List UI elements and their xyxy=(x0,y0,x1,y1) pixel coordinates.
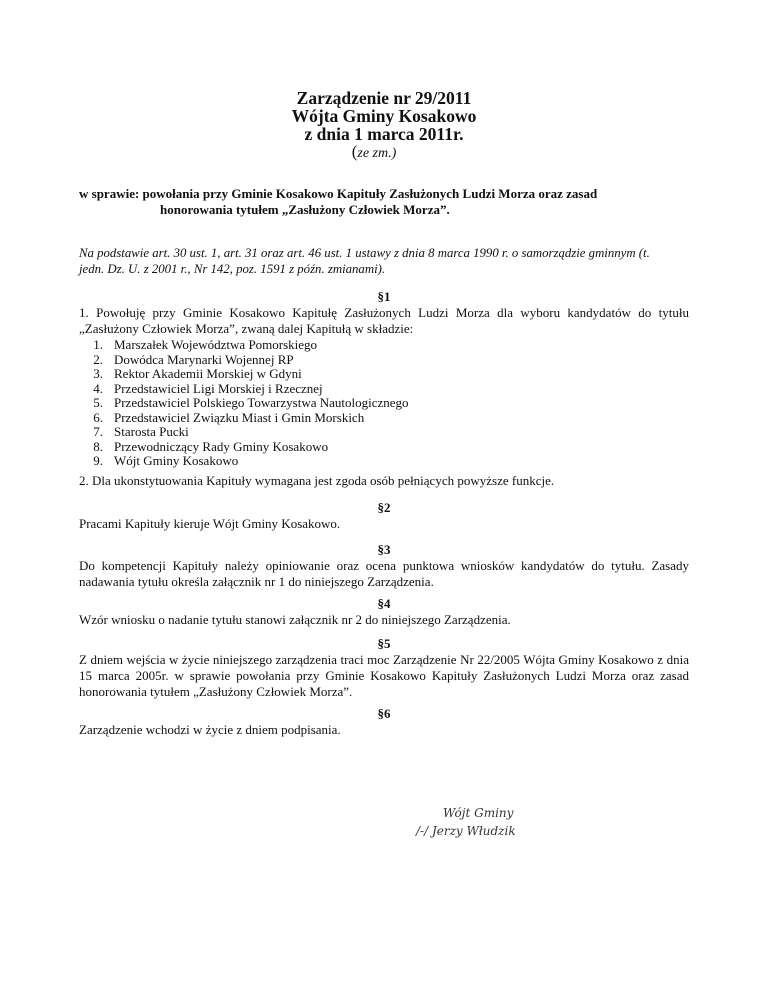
signature-title: Wójt Gminy xyxy=(443,806,514,820)
document-title-date: z dnia 1 marca 2011r. xyxy=(304,124,464,144)
list-item xyxy=(79,382,639,397)
section-6-heading: §6 xyxy=(377,706,391,721)
list-item-label: Wójt Gminy Kosakowo xyxy=(114,453,239,468)
list-item-label: Rektor Akademii Morskiej w Gdyni xyxy=(114,366,302,381)
amendment-text: ze zm.) xyxy=(357,146,397,161)
list-item-number: 8. xyxy=(93,438,103,454)
section-1-heading: §1 xyxy=(377,289,391,304)
list-item xyxy=(79,338,639,353)
section-5-text: Z dniem wejścia w życie niniejszego zarządzenia traci moc Zarządzenie Nr 22/2005 Wójta Gminy Kosakowo z dnia 15 marca 2005r. w sprawie powołania przy Gminie Kosakowo Kapituły Zasłużonych Ludzi Morza oraz zasad honorowania tytułem „Zasłużony Człowiek Morza”. xyxy=(79,652,689,699)
list-item xyxy=(79,440,639,455)
list-item xyxy=(79,353,639,368)
list-item-number: 1. xyxy=(93,337,103,352)
list-item-number: 2. xyxy=(93,351,103,367)
legal-basis-line-1: Na podstawie art. 30 ust. 1, art. 31 oraz art. 46 ust. 1 ustawy z dnia 8 marca 1990 r. o samorządzie gminnym (t. xyxy=(79,246,650,260)
list-item-label: Przewodniczący Rady Gminy Kosakowo xyxy=(114,438,329,454)
subject-line-1: w sprawie: powołania przy Gminie Kosakowo Kapituły Zasłużonych Ludzi Morza oraz zasad xyxy=(79,186,598,201)
list-item xyxy=(79,396,639,411)
amendment-paren: ( xyxy=(351,142,358,161)
document-title-issuer: Wójta Gminy Kosakowo xyxy=(291,106,477,126)
list-item-label: Marszałek Województwa Pomorskiego xyxy=(114,337,318,352)
section-2-text: Pracami Kapituły kieruje Wójt Gminy Kosakowo. xyxy=(79,516,341,531)
list-item-label: Starosta Pucki xyxy=(114,424,189,439)
section-1-intro: 1. Powołuję przy Gminie Kosakowo Kapitułę Zasłużonych Ludzi Morza dla wyboru kandydatów do tytułu „Zasłużony Człowiek Morza”, zwaną dalej Kapitułą w składzie: xyxy=(79,305,689,336)
list-item-label: Przedstawiciel Ligi Morskiej i Rzecznej xyxy=(114,380,323,396)
list-item-label: Przedstawiciel Związku Miast i Gmin Morskich xyxy=(114,409,365,425)
list-item-number: 5. xyxy=(93,395,103,410)
chapter-members-list xyxy=(79,338,639,469)
list-item xyxy=(79,425,639,440)
section-1-point-2: 2. Dla ukonstytuowania Kapituły wymagana jest zgoda osób pełniących powyższe funkcje. xyxy=(79,473,555,488)
signature-name: /-/ Jerzy Włudzik xyxy=(416,824,516,838)
list-item-number: 3. xyxy=(93,366,103,381)
list-item-number: 7. xyxy=(93,424,103,439)
list-item-label: Dowódca Marynarki Wojennej RP xyxy=(114,351,294,367)
list-item xyxy=(79,411,639,426)
section-6-text: Zarządzenie wchodzi w życie z dniem podpisania. xyxy=(79,722,341,737)
section-4-heading: §4 xyxy=(377,596,391,611)
section-2-heading: §2 xyxy=(377,500,391,515)
legal-basis-line-2: jedn. Dz. U. z 2001 r., Nr 142, poz. 1591 z późn. zmianami). xyxy=(79,262,386,276)
section-3-heading: §3 xyxy=(377,542,391,557)
document-title-number: Zarządzenie nr 29/2011 xyxy=(296,88,472,108)
list-item xyxy=(79,454,639,469)
list-item-number: 4. xyxy=(93,380,103,396)
amendment-note xyxy=(0,142,758,162)
list-item-label: Przedstawiciel Polskiego Towarzystwa Nautologicznego xyxy=(114,395,409,410)
list-item-number: 6. xyxy=(93,409,103,425)
section-3-text: Do kompetencji Kapituły należy opiniowanie oraz ocena punktowa wniosków kandydatów do tytułu. Zasady nadawania tytułu określa załącznik nr 1 do niniejszego Zarządzenia. xyxy=(79,558,689,589)
section-4-text: Wzór wniosku o nadanie tytułu stanowi załącznik nr 2 do niniejszego Zarządzenia. xyxy=(79,612,511,627)
subject-line-2: honorowania tytułem „Zasłużony Człowiek Morza”. xyxy=(160,202,450,217)
list-item xyxy=(79,367,639,382)
section-5-heading: §5 xyxy=(377,636,391,651)
list-item-number: 9. xyxy=(93,453,103,468)
